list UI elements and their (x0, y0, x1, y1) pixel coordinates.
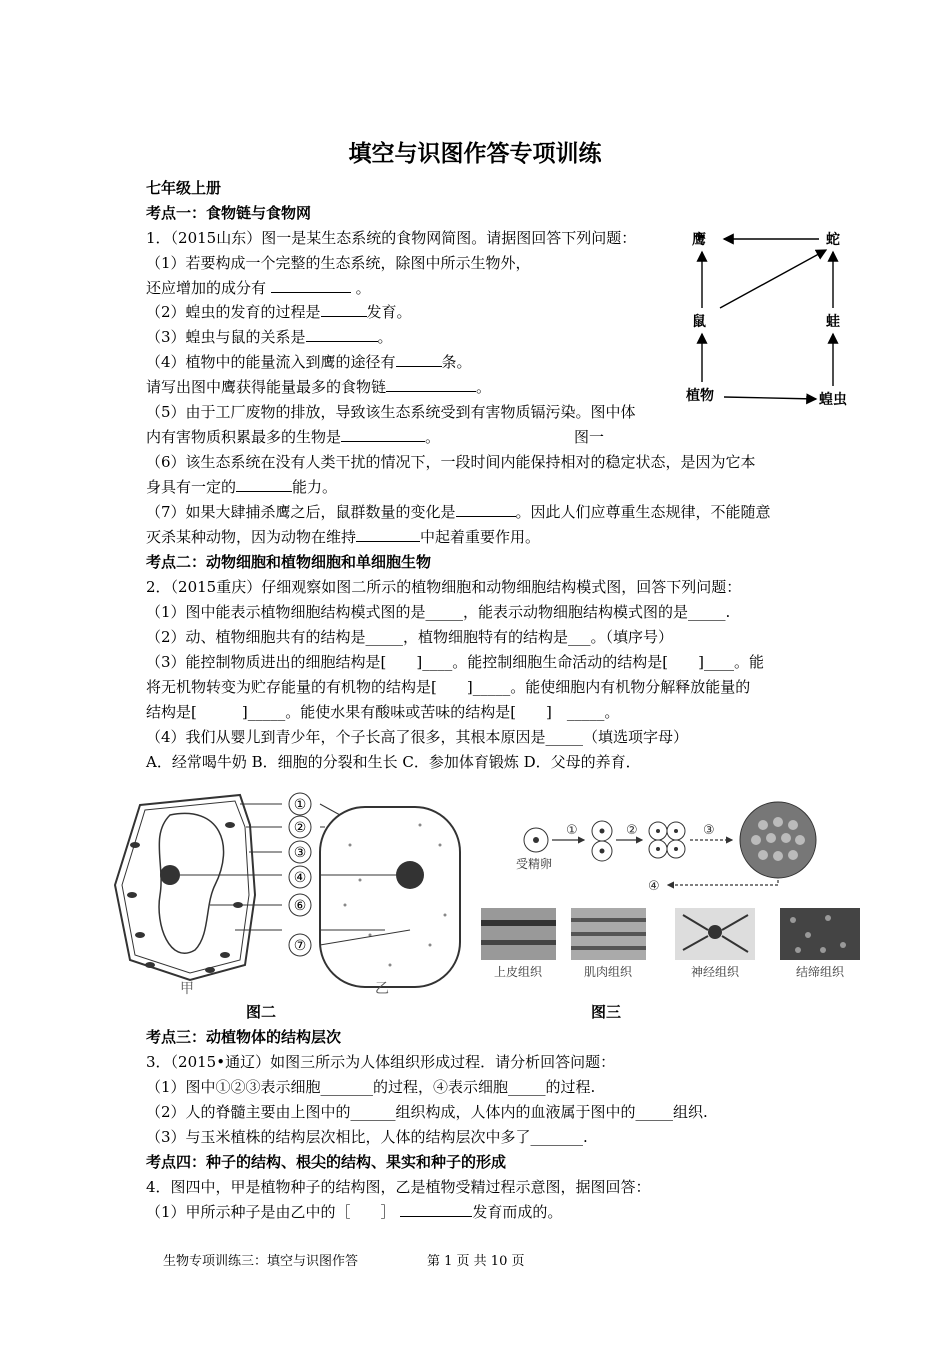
q1-part1a: （1）若要构成一个完整的生态系统，除图中所示生物外， (146, 254, 531, 272)
q2-part1: （1）图中能表示植物细胞结构模式图的是_____，能表示动物细胞结构模式图的是_____. (146, 603, 731, 621)
tissue-label-muscle: 肌肉组织 (583, 965, 633, 979)
footer-page-number: 第 1 页 共 10 页 (427, 1254, 525, 1269)
q1-part7a: （7）如果大肆捕杀鹰之后，鼠群数量的变化是 。因此人们应尊重生态规律，不能随意 (146, 503, 771, 521)
step-1: ① (566, 823, 578, 838)
tissue-label-epithelial: 上皮组织 (493, 965, 543, 979)
footer-title: 生物专项训练三：填空与识图作答 (163, 1254, 359, 1269)
cell-diagram (110, 785, 470, 1000)
frog-label: 蛙 (826, 314, 840, 330)
q1-part4: （4）植物中的能量流入到鹰的途径有 条。 (146, 353, 472, 371)
label-7: ⑦ (293, 938, 307, 954)
section1-heading: 考点一：食物链与食物网 (146, 204, 312, 222)
q4-part1: （1）甲所示种子是由乙中的［ ］ 发育而成的。 (146, 1203, 563, 1221)
q2-part3a: （3）能控制物质进出的细胞结构是[ ]____。能控制细胞生命活动的结构是[ ]____。能 (146, 653, 764, 671)
q1-part2: （2）蝗虫的发育的过程是 发育。 (146, 303, 412, 321)
tissue-formation-diagram (478, 800, 868, 985)
q1-part1b: 还应增加的成分有 。 (146, 279, 371, 297)
q2-part4: （4）我们从婴儿到青少年，个子长高了很多，其根本原因是_____（填选项字母） (146, 728, 689, 746)
plant-label: 植物 (686, 388, 714, 404)
q2-options: A．经常喝牛奶 B．细胞的分裂和生长 C．参加体育锻炼 D．父母的养育． (146, 753, 641, 771)
q1-intro: 1．（2015山东）图一是某生态系统的食物网简图。请据图回答下列问题： (146, 229, 637, 247)
q2-part3c: 结构是[ ]_____。能使水果有酸味或苦味的结构是[ ] _____。 (146, 703, 620, 721)
page-title: 填空与识图作答专项训练 (348, 141, 602, 167)
locust-label: 蝗虫 (819, 392, 847, 408)
q1-part3: （3）蝗虫与鼠的关系是 。 (146, 328, 393, 346)
label-yi: 乙 (375, 981, 389, 997)
q3-part2: （2）人的脊髓主要由上图中的______组织构成，人体内的血液属于图中的_____组织. (146, 1103, 708, 1121)
snake-label: 蛇 (826, 232, 840, 248)
q2-part3b: 将无机物转变为贮存能量的有机物的结构是[ ]_____。能使细胞内有机物分解释放能量的 (146, 678, 751, 696)
section4-heading: 考点四：种子的结构、根尖的结构、果实和种子的形成 (146, 1153, 507, 1171)
mouse-label: 鼠 (692, 314, 706, 330)
q1-part4b: 请写出图中鹰获得能量最多的食物链 。 (146, 378, 492, 396)
q1-part6b: 身具有一定的 能力。 (146, 478, 338, 496)
arrow-plant-locust (724, 397, 816, 399)
q4-intro: 4．图四中，甲是植物种子的结构图，乙是植物受精过程示意图，据图回答： (146, 1178, 651, 1196)
food-web-diagram (676, 220, 866, 415)
label-1: ① (293, 797, 307, 813)
q1-part5a: （5）由于工厂废物的排放，导致该生态系统受到有害物质镉污染。图中体 (146, 403, 636, 421)
label-3: ③ (293, 845, 307, 861)
plant-cell-wall (115, 795, 255, 980)
animal-nucleus (396, 861, 424, 889)
q1-part6a: （6）该生态系统在没有人类干扰的情况下，一段时间内能保持相对的稳定状态，是因为它本 (146, 453, 756, 471)
q3-part1: （1）图中①②③表示细胞_______的过程，④表示细胞_____的过程. (146, 1078, 596, 1096)
q2-intro: 2．（2015重庆）仔细观察如图二所示的植物细胞和动物细胞结构模式图，回答下列问题： (146, 578, 742, 596)
plant-nucleus (160, 865, 180, 885)
step-2: ② (626, 823, 638, 838)
q3-intro: 3．（2015•通辽）如图三所示为人体组织形成过程．请分析回答问题： (146, 1053, 616, 1071)
fig2-caption: 图二 (246, 1003, 277, 1021)
label-6: ⑥ (293, 898, 307, 914)
epithelial-tissue-image (481, 908, 556, 960)
label-2: ② (293, 820, 307, 836)
tissue-label-nerve: 神经组织 (690, 965, 740, 979)
section3-heading: 考点三：动植物体的结构层次 (146, 1028, 342, 1046)
q1-part7b: 灭杀某种动物，因为动物在维持 中起着重要作用。 (146, 528, 541, 546)
animal-cell-membrane (320, 807, 460, 987)
q1-part5b: 内有害物质积累最多的生物是 。 (146, 428, 441, 446)
label-jia: 甲 (180, 981, 194, 997)
label-4: ④ (293, 870, 307, 886)
q2-part2: （2）动、植物细胞共有的结构是_____，植物细胞特有的结构是___。（填序号） (146, 628, 674, 646)
hawk-label: 鹰 (692, 232, 706, 248)
fig3-caption: 图三 (591, 1003, 622, 1021)
tissue-label-connective: 结缔组织 (795, 965, 845, 979)
fertilized-egg-label: 受精卵 (516, 857, 553, 871)
arrow-mouse-snake (720, 250, 826, 308)
grade-label: 七年级上册 (146, 179, 222, 197)
fig1-caption: 图一 (574, 428, 605, 446)
connective-tissue-image (780, 908, 860, 960)
step-4: ④ (648, 879, 660, 894)
q3-part3: （3）与玉米植株的结构层次相比，人体的结构层次中多了_______. (146, 1128, 588, 1146)
step-3: ③ (703, 823, 715, 838)
section2-heading: 考点二：动物细胞和植物细胞和单细胞生物 (146, 553, 432, 571)
